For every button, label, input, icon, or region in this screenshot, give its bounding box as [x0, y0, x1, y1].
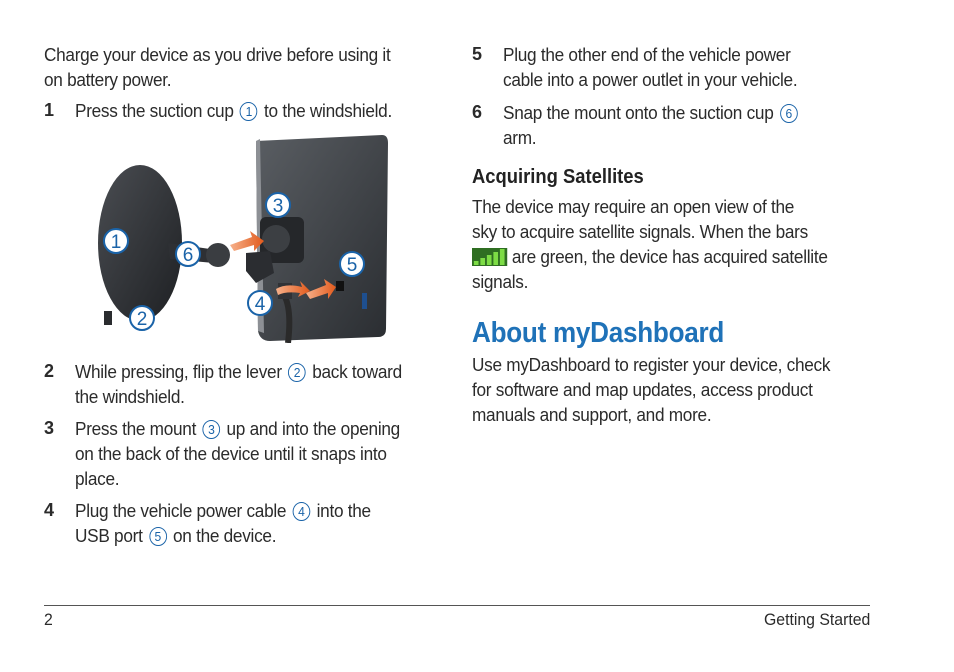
step-1: [44, 98, 444, 123]
mount-illustration: [70, 133, 416, 343]
usb-port: [336, 281, 344, 291]
step-number: 1: [44, 100, 55, 120]
signal-bars-icon: [472, 248, 507, 266]
page-number: 2: [44, 610, 53, 629]
step-3: 3 Press the mount 3 up and into the opening on the back of the device until it snaps into place.: [44, 418, 400, 489]
step-2: 2 While pressing, flip the lever 2 back toward the windshield.: [44, 361, 402, 407]
mount-ball: [262, 225, 290, 253]
section-name: Getting Started: [763, 610, 870, 629]
callout-4: 4: [293, 502, 311, 521]
step-number: 2: [44, 361, 55, 381]
right-column: [472, 42, 882, 427]
callout-6: 6: [780, 104, 798, 123]
figure-label-4: 4: [254, 294, 266, 315]
figure-label-6: 6: [182, 245, 194, 266]
suction-joint: [206, 243, 230, 267]
step-5: 5 Plug the other end of the vehicle power cable into a power outlet in your vehicle.: [472, 44, 798, 90]
figure-label-3: 3: [272, 196, 284, 217]
left-column: [44, 42, 444, 123]
callout-3: 3: [202, 420, 220, 439]
footer-rule: [44, 605, 870, 606]
satellites-paragraph: The device may require an open view of the sky to acquire satellite signals. When the bars are green, the device has acquired satellite signals.: [472, 196, 828, 292]
figure-label-2: 2: [136, 309, 148, 330]
callout-2: 2: [288, 363, 306, 382]
step-4: 4 Plug the vehicle power cable 4 into the USB port 5 on the device.: [44, 500, 371, 546]
suction-tab: [104, 311, 112, 325]
figure-label-1: 1: [110, 232, 122, 253]
about-mydashboard-heading: About myDashboard: [472, 317, 725, 349]
device-button: [362, 293, 367, 309]
callout-1: 1: [240, 102, 258, 121]
intro-line-2: on battery power.: [44, 69, 172, 90]
left-column-lower: [44, 359, 444, 548]
figure-label-5: 5: [346, 255, 358, 276]
step-number: 6: [472, 102, 483, 122]
step-number: 4: [44, 500, 55, 520]
step-number: 3: [44, 418, 55, 438]
step-text: Press the suction cup: [75, 100, 234, 121]
step-text: to the windshield.: [264, 100, 392, 121]
acquiring-satellites-heading: Acquiring Satellites: [472, 166, 644, 188]
step-6: 6 Snap the mount onto the suction cup 6 arm.: [472, 100, 882, 150]
intro-line-1: Charge your device as you drive before using it: [44, 44, 391, 65]
step-number: 5: [472, 44, 483, 64]
callout-5: 5: [149, 527, 167, 546]
mydashboard-paragraph: Use myDashboard to register your device, check for software and map updates, access product manuals and support, and more.: [472, 354, 831, 425]
